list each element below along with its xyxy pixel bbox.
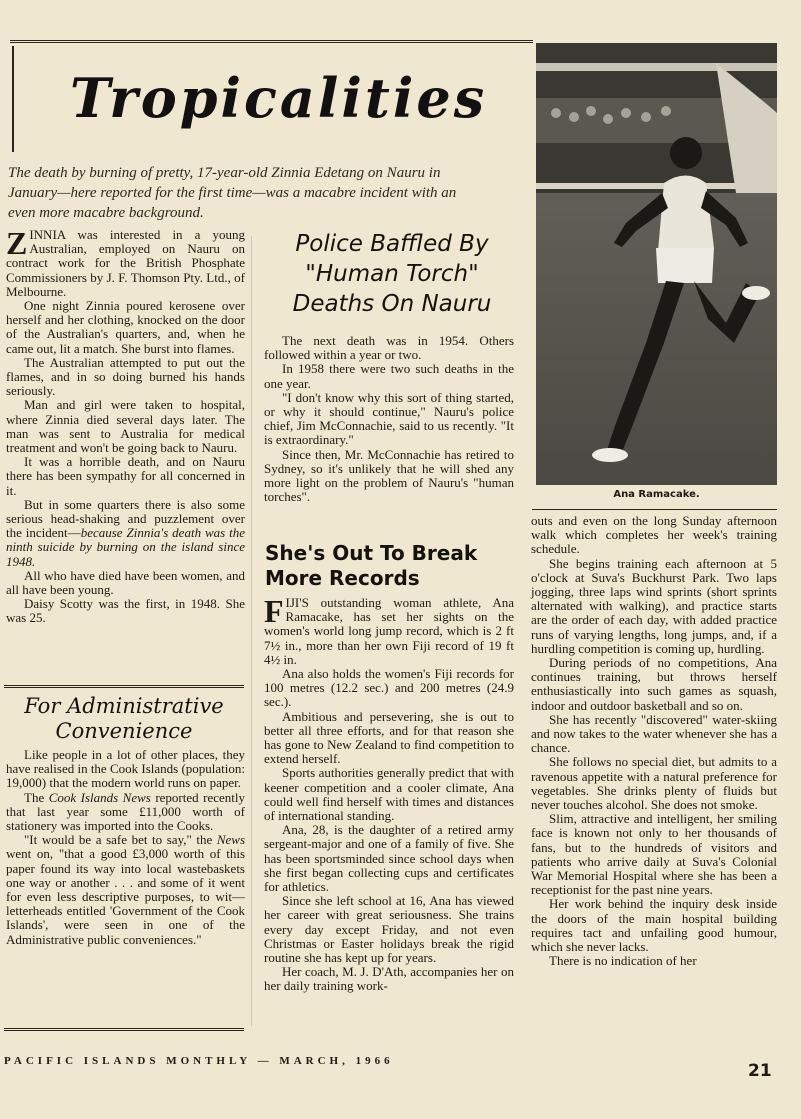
article-paragraph: Like people in a lot of other places, they have realised in the Cook Islands (population: 19,000) that the modern world runs on paper. (6, 747, 246, 791)
athlete-photo (536, 43, 777, 485)
column-rule (532, 509, 777, 510)
admin-rule-bottom (4, 1028, 244, 1031)
article-paragraph: One night Zinnia poured kerosene over herself and her clothing, knocked on the door of the Australian's quarters, and, when he came out, lit a match. She burst into flames. (6, 298, 245, 356)
article-paragraph: outs and even on the long Sunday afternoon walk which completes her week's training schedule. (531, 513, 777, 557)
nauru-article-column (6, 225, 246, 626)
drop-cap: Z (6, 225, 28, 261)
records-article-column (264, 593, 514, 994)
italic-emphasis: because Zinnia's death was the ninth suicide by burning on the island since 1948. (6, 525, 246, 569)
article-paragraph: She follows no special diet, but admits to a ravenous appetite with a natural preference for vegetables. She drinks plenty of fluids but never touches alcohol. She does not smoke. (531, 754, 777, 813)
records-headline: She's Out To Break More Records (265, 541, 478, 590)
page-footer: PACIFIC ISLANDS MONTHLY — MARCH, 1966 (4, 1055, 394, 1067)
police-headline: Police Baffled By "Human Torch" Deaths On Nauru (292, 231, 492, 317)
article-paragraph: Man and girl were taken to hospital, where Zinnia died several days later. The man was sent to Australia for medical treatment and won't be going back to Nauru. (6, 397, 245, 456)
admin-article (6, 748, 245, 947)
article-paragraph: Since then, Mr. McConnachie has retired to Sydney, so it's unlikely that he will shed any more light on the problem of Nauru's "human torches". (264, 446, 514, 505)
article-paragraph: She begins training each afternoon at 5 o'clock at Suva's Buckhurst Park. Two laps jogging, three laps wind sprints (short sprints alternated with walking), and practice starts are the order of each day, with added practice runs of varying lengths, long jumps, and, if a hurdling competition is coming up, hurdling. (531, 555, 777, 656)
article-paragraph: During periods of no competitions, Ana continues training, but throws herself enthusiastically into such games as squash, indoor and outdoor basketball and so on. (531, 655, 777, 713)
article-paragraph: Sports authorities generally predict that with keener competition and a cooler climate, Ana could well find herself with times and distances of international standing. (264, 765, 514, 824)
article-paragraph: Her coach, M. J. D'Ath, accompanies her on her daily training work- (264, 964, 514, 994)
article-paragraph: Daisy Scotty was the first, in 1948. She was 25. (6, 596, 245, 626)
page-number: 21 (748, 1061, 772, 1081)
page-title: Tropicalities (70, 66, 488, 130)
records-continued-column (531, 514, 777, 969)
title-rule (10, 40, 533, 43)
article-paragraph: "I don't know why this sort of thing started, or why it should continue," Nauru's police chief, Jim McConnachie, said to us recently. "It is extraordinary." (264, 389, 514, 448)
article-paragraph: Ana, 28, is the daughter of a retired army sergeant-major and one of a family of five. She has been sportsminded since school days when she first began collecting cups and certificates for athletics. (264, 822, 514, 895)
article-paragraph: The Cook Islands News reported recently that last year some £11,000 worth of stationery was imported into the Cooks. (6, 789, 245, 834)
article-paragraph: Ana also holds the women's Fiji records for 100 metres (12.2 sec.) and 200 metres (24.9 sec.). (264, 666, 514, 710)
article-paragraph: Slim, attractive and intelligent, her smiling face is known not only to her thousands of fans, but to the hundreds of visitors and patients who arrive daily at Suva's Colonial War Memorial Hospital where she has been a receptionist for the past nine years. (531, 811, 777, 898)
article-paragraph: All who have died have been women, and all have been young. (6, 567, 245, 598)
article-paragraph: The next death was in 1954. Others followed within a year or two. (264, 333, 514, 363)
article-paragraph: She has recently "discovered" water-skiing and now takes to the water whenever she has a chance. (531, 711, 777, 756)
article-paragraph: In 1958 there were two such deaths in the one year. (264, 361, 514, 391)
article-paragraph: The Australian attempted to put out the flames, and in so doing burned his hands seriously. (6, 354, 245, 399)
admin-headline: For Administrative Convenience (24, 694, 224, 743)
article-paragraph: FIJI'S outstanding woman athlete, Ana Ramacake, has set her sights on the women's world long jump record, which is 2 ft 7½ in., more than her own Fiji record of 19 ft 4½ in. (264, 593, 514, 667)
article-paragraph: It was a horrible death, and on Nauru there has been sympathy for all concerned in it. (6, 454, 245, 498)
article-paragraph: ZINNIA was interested in a young Australian, employed on Nauru on contract work for the British Phosphate Commissioners by J. F. Thomson Pty. Ltd., of Melbourne. (6, 225, 245, 299)
photo-caption: Ana Ramacake. (613, 489, 700, 500)
intro-standfirst: The death by burning of pretty, 17-year-old Zinnia Edetang on Nauru in January—here reported for the first time—was a macabre incident with an even more macabre background. (8, 165, 457, 221)
article-paragraph: There is no indication of her (549, 953, 697, 969)
athlete-photo-illustration (536, 43, 777, 485)
article-paragraph: Her work behind the inquiry desk inside the doors of the main hospital building requires tact and unfailing good humour, which she never lacks. (531, 896, 777, 955)
drop-cap: F (264, 593, 284, 629)
article-paragraph: "It would be a safe bet to say," the News went on, "that a good £3,000 worth of this paper found its way into local wastebaskets one way or another . . . and some of it went for even less descriptive purposes, to wit—letterheads entitled 'Government of the Cook Islands', were seen in one of the Administrative public conveniences." (6, 832, 245, 947)
article-paragraph: Ambitious and persevering, she is out to better all three efforts, and for that reason she has gone to New Zealand to find competition to extend herself. (264, 708, 514, 767)
column-gutter (251, 236, 252, 1026)
admin-rule-top (4, 685, 244, 688)
nauru-continued-column (264, 334, 514, 504)
article-paragraph: But in some quarters there is also some serious head-shaking and puzzlement over the incident—because Zinnia's death was the ninth suicide by burning on the island since 1948. (6, 496, 246, 569)
article-paragraph: Since she left school at 16, Ana has viewed her career with great seriousness. She trains every day except Friday, and not even Christmas or Easter holidays break the rigid routine she has kept up for years. (264, 893, 514, 966)
